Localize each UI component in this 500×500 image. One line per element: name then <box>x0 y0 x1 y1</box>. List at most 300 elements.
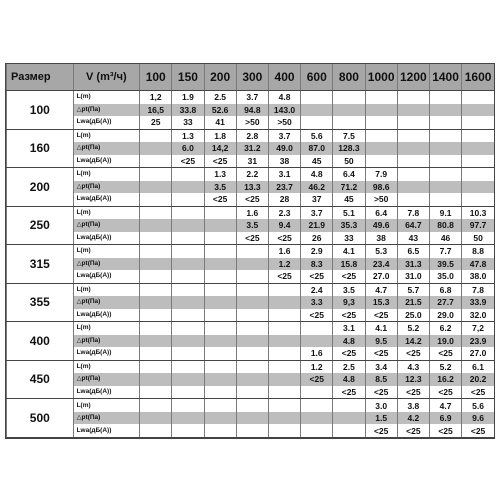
value-cell: 47.8 <box>462 258 494 270</box>
value-cell: 38.0 <box>462 270 494 283</box>
value-cell: 4.7 <box>365 283 397 296</box>
value-cell: 4.8 <box>333 335 365 347</box>
value-cell: 15.3 <box>365 296 397 308</box>
value-cell: 33.8 <box>172 104 204 116</box>
value-cell: 16.2 <box>429 373 461 385</box>
parameter-label: L(m) <box>73 168 140 181</box>
value-cell: 98.6 <box>365 181 397 193</box>
parameter-label: Lwa(дБ(A)) <box>73 309 140 322</box>
value-cell: 3.5 <box>333 283 365 296</box>
value-cell <box>333 91 365 104</box>
value-cell <box>204 386 236 399</box>
table-row <box>7 168 495 181</box>
value-cell <box>462 193 494 206</box>
value-cell <box>140 347 172 360</box>
value-cell: >50 <box>268 116 300 129</box>
value-cell: <25 <box>236 193 268 206</box>
value-cell: 19.0 <box>429 335 461 347</box>
value-cell: 33 <box>333 232 365 245</box>
value-cell: 8.3 <box>301 258 333 270</box>
parameter-label: Lwa(дБ(A)) <box>73 116 140 129</box>
parameter-label: Lwa(дБ(A)) <box>73 347 140 360</box>
table-row <box>7 309 495 322</box>
value-cell: <25 <box>429 424 461 437</box>
value-cell: 20.2 <box>462 373 494 385</box>
value-cell: 23.9 <box>462 335 494 347</box>
value-cell <box>429 193 461 206</box>
value-cell: 143.0 <box>268 104 300 116</box>
table-row <box>7 91 495 104</box>
value-cell <box>172 168 204 181</box>
value-cell <box>397 91 429 104</box>
value-cell <box>397 193 429 206</box>
value-cell: 23.4 <box>365 258 397 270</box>
value-cell <box>301 322 333 335</box>
value-cell <box>140 181 172 193</box>
value-cell: 26 <box>301 232 333 245</box>
value-cell <box>204 245 236 258</box>
value-cell <box>268 309 300 322</box>
value-cell: 1.6 <box>301 347 333 360</box>
value-cell <box>236 386 268 399</box>
value-cell <box>140 386 172 399</box>
value-cell <box>333 116 365 129</box>
value-cell <box>140 206 172 219</box>
value-cell: 3.5 <box>236 219 268 231</box>
table-row <box>7 258 495 270</box>
value-cell <box>204 373 236 385</box>
value-cell: >50 <box>236 116 268 129</box>
value-cell: 3.3 <box>301 296 333 308</box>
value-cell: 41 <box>204 116 236 129</box>
value-cell <box>397 181 429 193</box>
value-cell <box>204 322 236 335</box>
value-cell <box>204 296 236 308</box>
table-row <box>7 283 495 296</box>
value-cell: 31.0 <box>397 270 429 283</box>
parameter-label: △pt(Па) <box>73 373 140 385</box>
value-cell <box>268 335 300 347</box>
parameter-label: L(m) <box>73 322 140 335</box>
value-cell <box>172 373 204 385</box>
value-cell: 6.4 <box>333 168 365 181</box>
value-cell: 4.1 <box>333 245 365 258</box>
value-cell: <25 <box>172 155 204 168</box>
value-cell: 3.7 <box>301 206 333 219</box>
value-cell <box>462 168 494 181</box>
value-cell: 52.6 <box>204 104 236 116</box>
value-cell: 2.5 <box>204 91 236 104</box>
value-cell: 13.3 <box>236 181 268 193</box>
value-cell <box>462 104 494 116</box>
value-cell: <25 <box>236 232 268 245</box>
value-cell <box>268 283 300 296</box>
parameter-label: L(m) <box>73 245 140 258</box>
table-row <box>7 424 495 437</box>
value-cell: 1.3 <box>204 168 236 181</box>
value-cell: 5.2 <box>397 322 429 335</box>
value-cell <box>204 309 236 322</box>
value-cell: 23.7 <box>268 181 300 193</box>
value-cell <box>397 168 429 181</box>
value-cell: <25 <box>301 373 333 385</box>
value-cell: <25 <box>268 270 300 283</box>
flow-column-header: 1200 <box>397 64 429 91</box>
value-cell: 1.5 <box>365 412 397 424</box>
value-cell <box>236 373 268 385</box>
value-cell: <25 <box>397 347 429 360</box>
value-cell: 4.8 <box>268 91 300 104</box>
value-cell <box>462 91 494 104</box>
parameter-label: Lwa(дБ(A)) <box>73 424 140 437</box>
value-cell <box>236 322 268 335</box>
size-cell: 355 <box>7 283 74 322</box>
value-cell: 5.1 <box>333 206 365 219</box>
table-row <box>7 142 495 154</box>
value-cell <box>462 116 494 129</box>
value-cell <box>204 424 236 437</box>
value-cell: 1.8 <box>204 129 236 142</box>
value-cell: 14.2 <box>397 335 429 347</box>
value-cell <box>236 270 268 283</box>
value-cell: 9.4 <box>268 219 300 231</box>
value-cell: 29.0 <box>429 309 461 322</box>
value-cell: 2.3 <box>268 206 300 219</box>
value-cell <box>140 245 172 258</box>
value-cell: 25 <box>140 116 172 129</box>
value-cell <box>429 142 461 154</box>
value-cell: <25 <box>365 424 397 437</box>
value-cell: <25 <box>429 386 461 399</box>
value-cell: 1.6 <box>236 206 268 219</box>
parameter-label: Lwa(дБ(A)) <box>73 232 140 245</box>
value-cell: 16,5 <box>140 104 172 116</box>
value-cell: 32.0 <box>462 309 494 322</box>
value-cell <box>462 181 494 193</box>
size-cell: 100 <box>7 91 74 130</box>
value-cell: 1.6 <box>268 245 300 258</box>
value-cell <box>365 155 397 168</box>
value-cell: 71.2 <box>333 181 365 193</box>
value-cell: 9.5 <box>365 335 397 347</box>
value-cell <box>268 373 300 385</box>
value-cell <box>140 155 172 168</box>
value-cell: 45 <box>333 193 365 206</box>
value-cell: 3.1 <box>268 168 300 181</box>
value-cell <box>365 116 397 129</box>
table-row <box>7 116 495 129</box>
value-cell <box>301 116 333 129</box>
value-cell <box>140 129 172 142</box>
value-cell: 33 <box>172 116 204 129</box>
flow-column-header: 1400 <box>429 64 461 91</box>
value-cell: 2.4 <box>301 283 333 296</box>
value-cell <box>140 360 172 373</box>
table-row <box>7 373 495 385</box>
value-cell <box>429 168 461 181</box>
value-cell: 2.8 <box>236 129 268 142</box>
value-cell: 6.2 <box>429 322 461 335</box>
value-cell: 1.2 <box>268 258 300 270</box>
value-cell <box>172 386 204 399</box>
parameter-label: △pt(Па) <box>73 181 140 193</box>
value-cell: 7.9 <box>365 168 397 181</box>
value-cell: 49.6 <box>365 219 397 231</box>
parameter-label: Lwa(дБ(A)) <box>73 386 140 399</box>
value-cell <box>204 258 236 270</box>
value-cell <box>397 116 429 129</box>
parameter-label: △pt(Па) <box>73 219 140 231</box>
value-cell: 35.3 <box>333 219 365 231</box>
value-cell <box>236 424 268 437</box>
value-cell <box>172 181 204 193</box>
value-cell: 64.7 <box>397 219 429 231</box>
parameter-label: L(m) <box>73 399 140 412</box>
flow-column-header: 300 <box>236 64 268 91</box>
value-cell <box>140 142 172 154</box>
table-row <box>7 347 495 360</box>
value-cell <box>172 193 204 206</box>
flow-column-header: 100 <box>140 64 172 91</box>
value-cell: 7.7 <box>429 245 461 258</box>
value-cell: 1,2 <box>140 91 172 104</box>
value-cell <box>236 309 268 322</box>
value-cell <box>204 219 236 231</box>
value-cell: 5.2 <box>429 360 461 373</box>
value-cell: 2.2 <box>236 168 268 181</box>
parameter-label: △pt(Па) <box>73 258 140 270</box>
value-cell <box>204 335 236 347</box>
value-cell: <25 <box>462 386 494 399</box>
table-row <box>7 155 495 168</box>
value-cell <box>333 412 365 424</box>
value-cell: <25 <box>365 309 397 322</box>
value-cell <box>301 412 333 424</box>
value-cell: 31 <box>236 155 268 168</box>
table-row <box>7 386 495 399</box>
table-row <box>7 322 495 335</box>
value-cell: 4.3 <box>397 360 429 373</box>
value-cell <box>140 322 172 335</box>
table-row <box>7 296 495 308</box>
performance-table-sheet <box>5 63 495 439</box>
flow-column-header: 800 <box>333 64 365 91</box>
value-cell <box>236 347 268 360</box>
value-cell <box>397 129 429 142</box>
value-cell: 5.6 <box>301 129 333 142</box>
value-cell: 21.5 <box>397 296 429 308</box>
table-row <box>7 104 495 116</box>
value-cell: 7.5 <box>333 129 365 142</box>
parameter-label: Lwa(дБ(A)) <box>73 270 140 283</box>
parameter-label: △pt(Па) <box>73 104 140 116</box>
value-cell <box>429 155 461 168</box>
value-cell: 3.8 <box>397 399 429 412</box>
value-cell <box>172 309 204 322</box>
value-cell: <25 <box>301 270 333 283</box>
table-row <box>7 270 495 283</box>
value-cell: 38 <box>268 155 300 168</box>
value-cell: 5.3 <box>365 245 397 258</box>
value-cell: 9,3 <box>333 296 365 308</box>
value-cell: 7.8 <box>397 206 429 219</box>
value-cell: <25 <box>333 347 365 360</box>
value-cell <box>268 424 300 437</box>
size-header: Размер <box>7 64 74 91</box>
size-cell: 450 <box>7 360 74 399</box>
flow-column-header: 1000 <box>365 64 397 91</box>
value-cell: 80.8 <box>429 219 461 231</box>
value-cell <box>172 322 204 335</box>
value-cell: 6.0 <box>172 142 204 154</box>
parameter-label: △pt(Па) <box>73 296 140 308</box>
parameter-label: L(m) <box>73 206 140 219</box>
value-cell: 25.0 <box>397 309 429 322</box>
value-cell <box>236 296 268 308</box>
value-cell: 35.0 <box>429 270 461 283</box>
value-cell <box>301 104 333 116</box>
value-cell <box>429 104 461 116</box>
value-cell: 2.5 <box>333 360 365 373</box>
value-cell: 7,2 <box>462 322 494 335</box>
value-cell <box>172 283 204 296</box>
value-cell <box>268 296 300 308</box>
value-cell <box>140 399 172 412</box>
value-cell: 5.6 <box>462 399 494 412</box>
value-cell: 15.8 <box>333 258 365 270</box>
value-cell <box>429 116 461 129</box>
value-cell <box>140 232 172 245</box>
value-cell: 9.6 <box>462 412 494 424</box>
value-cell <box>172 335 204 347</box>
parameter-label: L(m) <box>73 91 140 104</box>
value-cell: <25 <box>204 155 236 168</box>
value-cell: 37 <box>301 193 333 206</box>
value-cell <box>365 142 397 154</box>
table-row <box>7 206 495 219</box>
value-cell <box>462 142 494 154</box>
value-cell <box>365 129 397 142</box>
size-cell: 160 <box>7 129 74 168</box>
value-cell: 38 <box>365 232 397 245</box>
value-cell <box>204 399 236 412</box>
value-cell <box>172 347 204 360</box>
value-cell: 3.1 <box>333 322 365 335</box>
value-cell <box>204 206 236 219</box>
value-cell: <25 <box>301 309 333 322</box>
value-cell: 2.9 <box>301 245 333 258</box>
value-cell <box>140 309 172 322</box>
value-cell <box>333 424 365 437</box>
value-cell: <25 <box>268 232 300 245</box>
value-cell: <25 <box>333 386 365 399</box>
value-cell: <25 <box>365 347 397 360</box>
performance-table <box>6 64 494 438</box>
value-cell <box>140 258 172 270</box>
size-cell: 400 <box>7 322 74 361</box>
value-cell <box>333 399 365 412</box>
value-cell <box>236 335 268 347</box>
value-cell: 12.3 <box>397 373 429 385</box>
value-cell <box>236 283 268 296</box>
value-cell <box>172 206 204 219</box>
value-cell <box>140 424 172 437</box>
value-cell <box>301 399 333 412</box>
size-cell: 200 <box>7 168 74 207</box>
value-cell: 31.3 <box>397 258 429 270</box>
size-cell: 250 <box>7 206 74 245</box>
value-cell: 10.3 <box>462 206 494 219</box>
table-row <box>7 129 495 142</box>
value-cell: 7.8 <box>462 283 494 296</box>
value-cell: <25 <box>365 386 397 399</box>
value-cell: <25 <box>397 386 429 399</box>
value-cell <box>140 219 172 231</box>
parameter-label: △pt(Па) <box>73 142 140 154</box>
value-cell <box>268 386 300 399</box>
value-cell <box>236 412 268 424</box>
value-cell <box>268 347 300 360</box>
value-cell <box>301 91 333 104</box>
value-cell <box>333 104 365 116</box>
table-row <box>7 335 495 347</box>
value-cell <box>140 193 172 206</box>
table-row <box>7 360 495 373</box>
value-cell <box>397 142 429 154</box>
value-cell: 9.1 <box>429 206 461 219</box>
value-cell <box>140 296 172 308</box>
parameter-label: Lwa(дБ(A)) <box>73 155 140 168</box>
value-cell <box>236 360 268 373</box>
value-cell: 87.0 <box>301 142 333 154</box>
value-cell <box>204 360 236 373</box>
value-cell: <25 <box>429 347 461 360</box>
value-cell <box>172 245 204 258</box>
value-cell: 8.8 <box>462 245 494 258</box>
value-cell: 46 <box>429 232 461 245</box>
value-cell <box>236 399 268 412</box>
value-cell: 4.1 <box>365 322 397 335</box>
flow-column-header: 400 <box>268 64 300 91</box>
value-cell <box>429 91 461 104</box>
value-cell <box>301 386 333 399</box>
parameter-label: L(m) <box>73 283 140 296</box>
value-cell: 97.7 <box>462 219 494 231</box>
value-cell <box>140 270 172 283</box>
value-cell: 128.3 <box>333 142 365 154</box>
value-cell <box>429 129 461 142</box>
value-cell: 4.2 <box>397 412 429 424</box>
flow-column-header: 150 <box>172 64 204 91</box>
value-cell <box>140 168 172 181</box>
parameter-label: △pt(Па) <box>73 412 140 424</box>
value-cell: 45 <box>301 155 333 168</box>
value-cell <box>365 104 397 116</box>
value-cell: 39.5 <box>429 258 461 270</box>
size-cell: 500 <box>7 399 74 438</box>
value-cell: 31.2 <box>236 142 268 154</box>
value-cell: 27.0 <box>462 347 494 360</box>
value-cell <box>172 424 204 437</box>
value-cell: <25 <box>333 270 365 283</box>
value-cell: <25 <box>397 424 429 437</box>
value-cell: 28 <box>268 193 300 206</box>
value-cell: 1.9 <box>172 91 204 104</box>
value-cell: 6.8 <box>429 283 461 296</box>
value-cell <box>397 155 429 168</box>
parameter-label: △pt(Па) <box>73 335 140 347</box>
table-row <box>7 219 495 231</box>
